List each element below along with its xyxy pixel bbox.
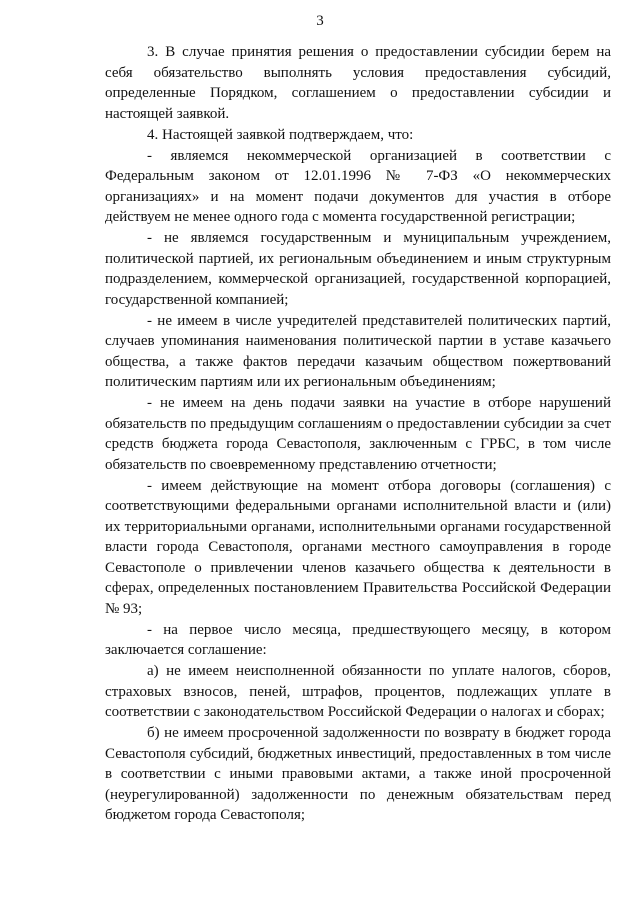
paragraph-first-day-of-month: - на первое число месяца, предшествующего месяцу, в котором заключается соглашение: (105, 621, 611, 658)
paragraph-no-violations: - не имеем на день подачи заявки на участие в отборе нарушений обязательств по предыдущим соглашениям о предоставлении субсидии за счет средств бюджета города Севастополя, заключенным с ГРБС, в том числе обязательств по своевременному представлению отчетности; (105, 395, 611, 473)
paragraph-obligation: 3. В случае принятия решения о предоставлении субсидии берем на себя обязательство выполнять условия предоставления субсидий, определенные Порядком, соглашением о предоставлении субсидии и настоящей заявкой. (105, 44, 611, 122)
paragraph-not-state-institution: - не являемся государственным и муниципальным учреждением, политической партией, их региональным объединением и иным структурным подразделением, коммерческой организацией, государственной корпорацией, государственной компанией; (105, 230, 611, 308)
document-body (105, 42, 611, 826)
paragraph-no-budget-debt: б) не имеем просроченной задолженности по возврату в бюджет города Севастополя субсидий, бюджетных инвестиций, предоставленных в том числе в соответствии с иными правовыми актами, а также иной просроченной (неурегулированной) задолженности по денежным обязательствам перед бюджетом города Севастополя; (105, 725, 611, 823)
paragraph-active-agreements: - имеем действующие на момент отбора договоры (соглашения) с соответствующими федеральными органами исполнительной власти и (или) их территориальными органами, исполнительными органами государственной власти города Севастополя, органами местного самоуправления в городе Севастополе о привлечении членов казачьего общества к деятельности в сферах, определенных постановлением Правительства Российской Федерации № 93; (105, 477, 611, 617)
paragraph-nonprofit-status: - являемся некоммерческой организацией в соответствии с Федеральным законом от 12.01.1996 № 7-ФЗ «О некоммерческих организациях» и на момент подачи документов для участия в отборе действуем не менее одного года с момента государственной регистрации; (105, 147, 611, 225)
page-number: 3 (316, 13, 324, 29)
paragraph-no-tax-debt: а) не имеем неисполненной обязанности по уплате налогов, сборов, страховых взносов, пеней, штрафов, процентов, подлежащих уплате в соответствии с законодательством Российской Федерации о налогах и сборах; (105, 663, 611, 720)
paragraph-confirmation-intro: 4. Настоящей заявкой подтверждаем, что: (147, 126, 414, 143)
paragraph-no-political-founders: - не имеем в числе учредителей представителей политических партий, случаев упоминания наименования политической партии в уставе казачьего общества, а также фактов передачи казачьим обществом пожертвований политическим партиям или их региональным объединениям; (105, 312, 611, 390)
